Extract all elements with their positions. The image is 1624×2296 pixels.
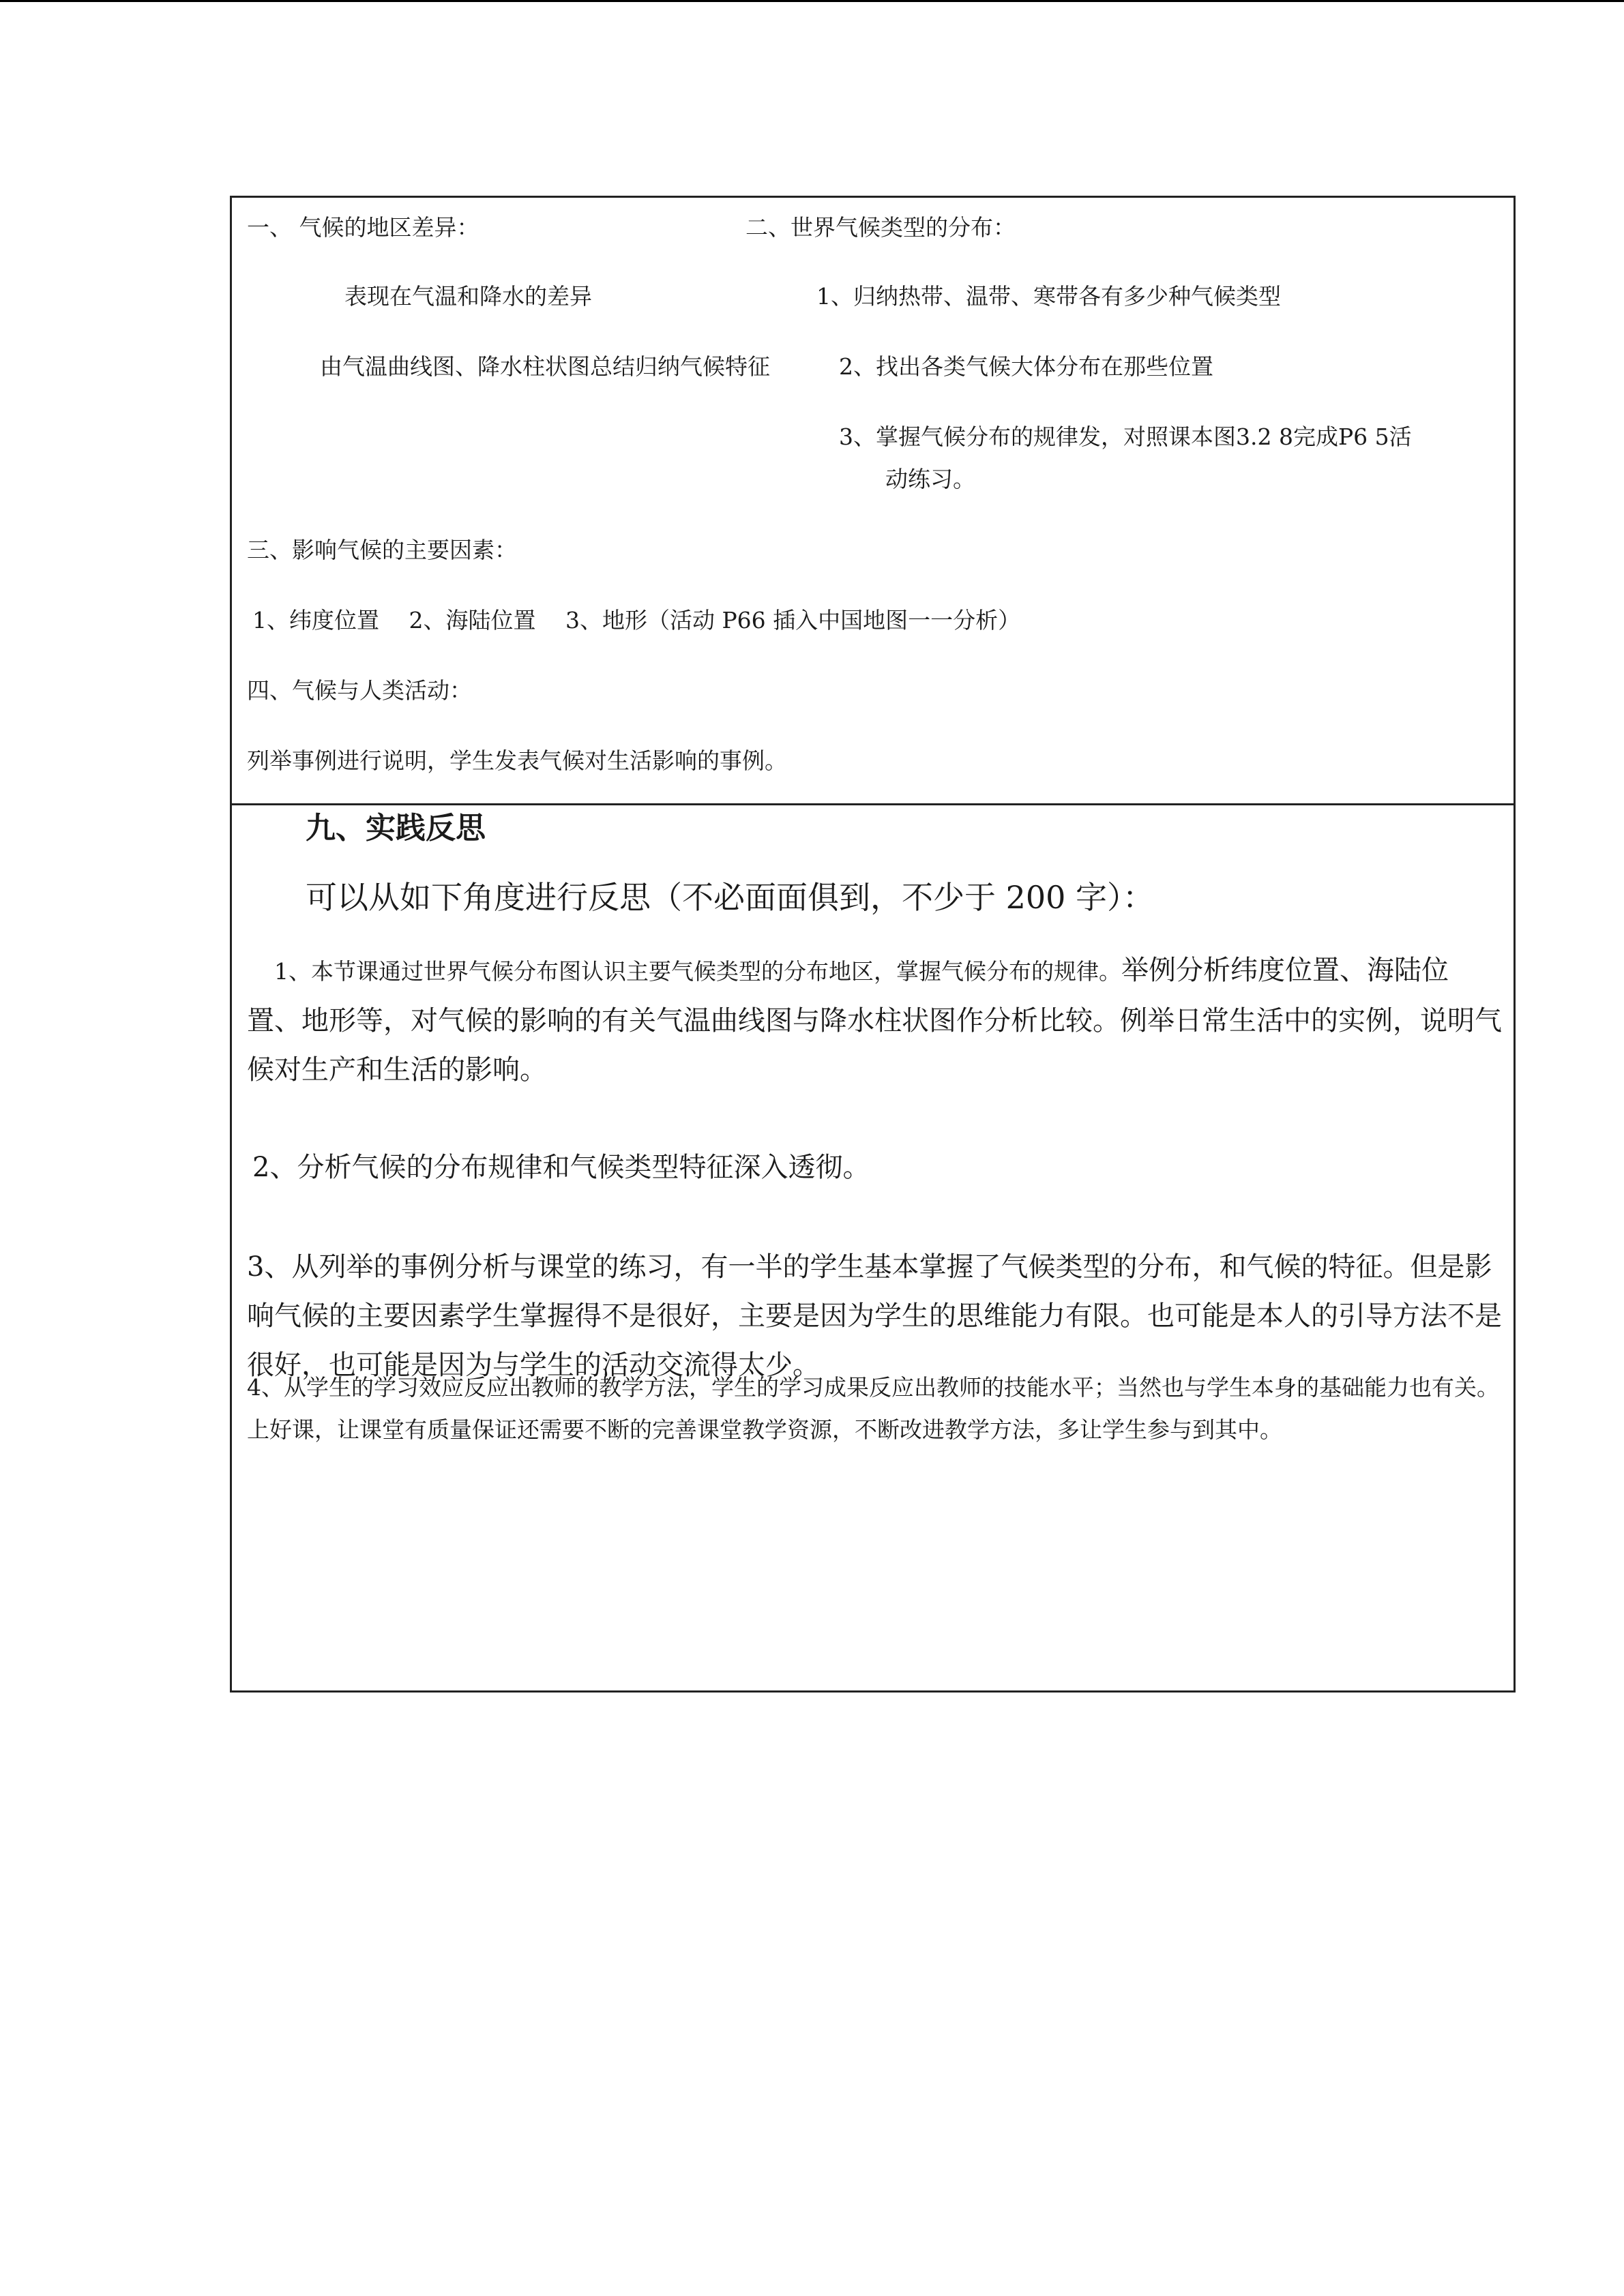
heading-climate-human-activity: 四、气候与人类活动： <box>247 677 472 704</box>
section-divider <box>232 803 1514 805</box>
paragraph-1-lead: 1、本节课通过世界气候分布图认识主要气候类型的分布地区，掌握气候分布的规律。 <box>274 958 1121 985</box>
paragraph-1-rest: 举例分析纬度位置、海陆位置、地形等，对气候的影响的有关气温曲线图与降水柱状图作分析比较。例举日常生活中的实例，说明气候对生产和生活的影响。 <box>247 955 1502 1086</box>
reflection-paragraph-3: 3、从列举的事例分析与课堂的练习，有一半的学生基本掌握了气候类型的分布，和气候的特征。但是影响气候的主要因素学生掌握得不是很好，主要是因为学生的思维能力有限。也可能是本人的引导方法不是很好，也可能是因为与学生的活动交流得太少。 <box>247 1251 1502 1381</box>
heading-climate-type-distribution: 二、世界气候类型的分布： <box>745 214 1016 241</box>
reflection-subtitle: 可以从如下角度进行反思（不必面面俱到，不少于 200 字）： <box>306 879 1155 916</box>
left-item-2: 由气温曲线图、降水柱状图总结归纳气候特征 <box>320 353 770 380</box>
right-item-1: 1、归纳热带、温带、寒带各有多少种气候类型 <box>816 283 1281 310</box>
top-page-rule <box>0 0 1624 2</box>
human-activity-description: 列举事例进行说明，学生发表气候对生活影响的事例。 <box>247 747 787 774</box>
heading-climate-regional-difference: 一、 气候的地区差异： <box>247 214 479 241</box>
reflection-paragraph-2: 2、分析气候的分布规律和气候类型特征深入透彻。 <box>252 1152 870 1183</box>
right-item-2: 2、找出各类气候大体分布在那些位置 <box>839 353 1213 380</box>
right-item-3: 3、掌握气候分布的规律发，对照课本图3.2 8完成P6 5活 <box>839 423 1412 450</box>
lesson-table <box>230 196 1516 1693</box>
reflection-paragraph-4: 4、从学生的学习效应反应出教师的教学方法，学生的学习成果反应出教师的技能水平；当然也与学生本身的基础能力也有关。上好课，让课堂有质量保证还需要不断的完善课堂教学资源，不断改进教学方法，多让学生参与到其中。 <box>247 1374 1499 1443</box>
climate-factors-list: 1、纬度位置 2、海陆位置 3、地形（活动 P66 插入中国地图一一分析） <box>252 607 1021 633</box>
right-item-3-continued: 动练习。 <box>885 466 975 492</box>
reflection-paragraph-1 <box>247 946 1502 1094</box>
reflection-title: 九、实践反思 <box>306 811 486 846</box>
heading-climate-factors: 三、影响气候的主要因素： <box>247 537 517 563</box>
left-item-1: 表现在气温和降水的差异 <box>344 283 592 310</box>
